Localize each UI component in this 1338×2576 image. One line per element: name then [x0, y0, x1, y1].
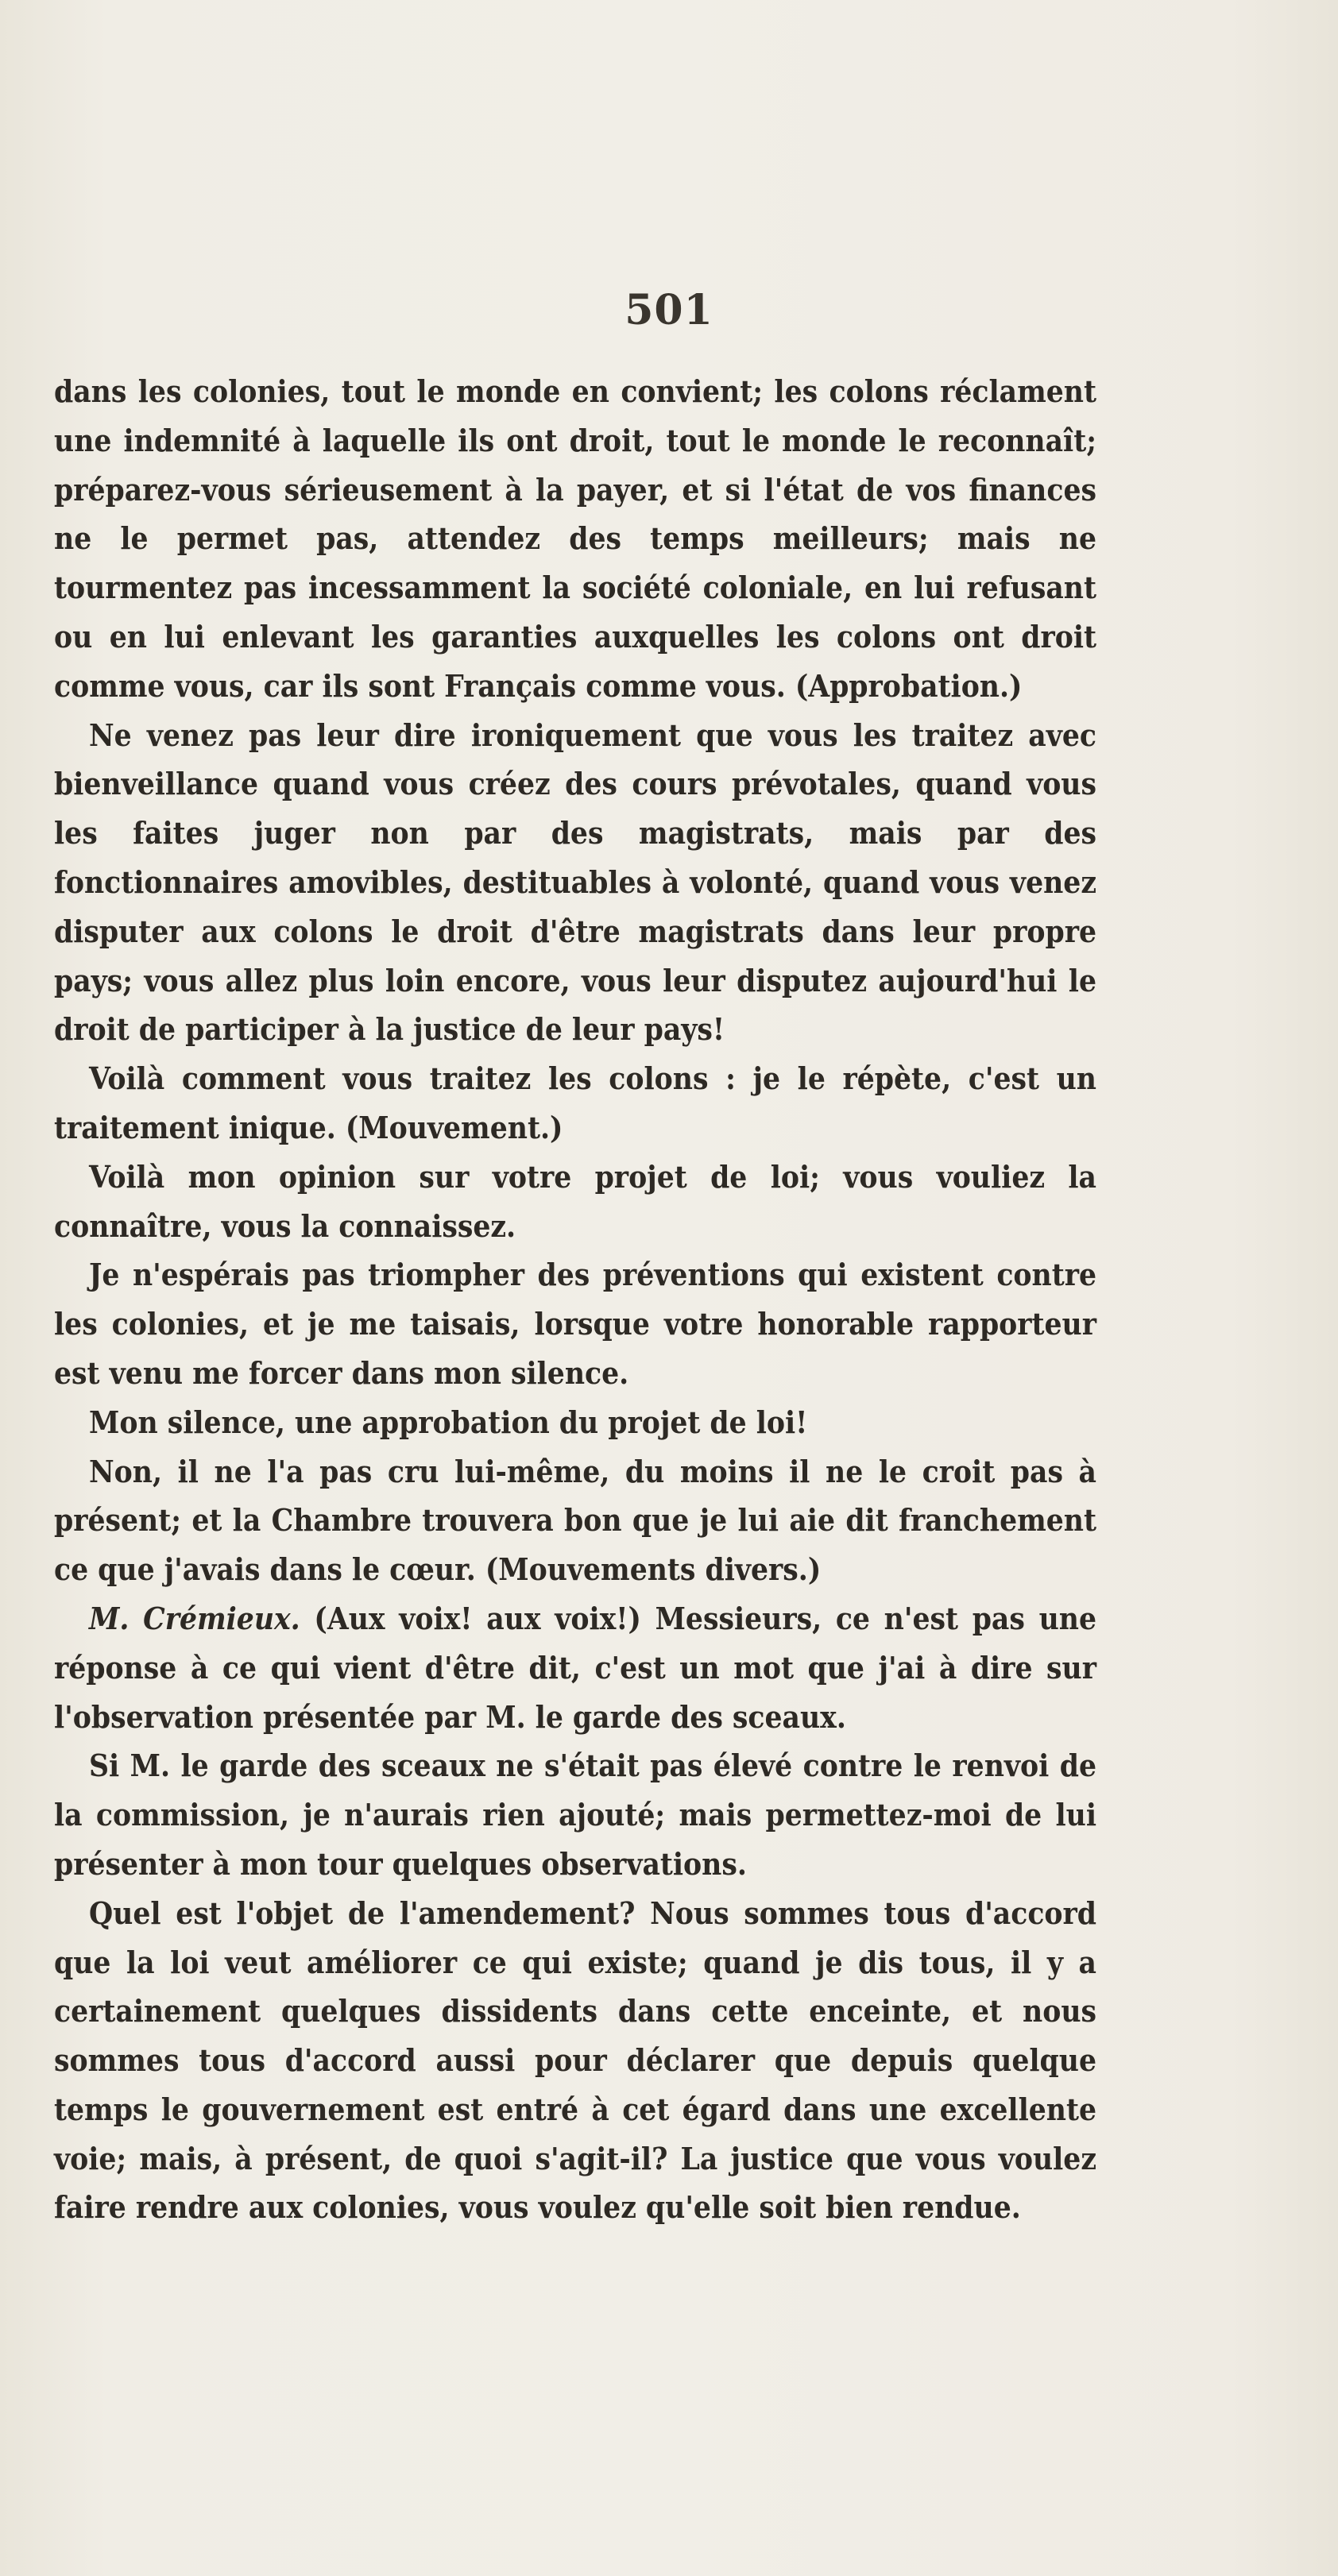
speaker-name: M. Crémieux. [89, 1601, 300, 1637]
paragraph-continued: dans les colonies, tout le monde en convient; les colons réclament une indemnité à laquelle ils ont droit, tout le monde le reconnaît; préparez-vous sérieusement à la payer, et si l'état de vos finances ne le permet pas, attendez des temps meilleurs; mais ne tourmentez pas incessamment la société coloniale, en lui refusant ou en lui enlevant les garanties auxquelles les colons ont droit comme vous, car ils sont Français comme vous. (Approbation.) [54, 374, 1096, 705]
paragraph: Ne venez pas leur dire ironiquement que vous les traitez avec bienveillance quand vous créez des cours prévotales, quand vous les faites juger non par des magistrats, mais par des fonctionnaires amovibles, destituables à volonté, quand vous venez disputer aux colons le droit d'être magistrats dans leur propre pays; vous allez plus loin encore, vous leur disputez aujourd'hui le droit de participer à la justice de leur pays! [54, 717, 1096, 1049]
page-number: 501 [625, 286, 713, 334]
paragraph: Si M. le garde des sceaux ne s'était pas élevé contre le renvoi de la commission, je n'aurais rien ajouté; mais permettez-moi de lui présenter à mon tour quelques observations. [54, 1748, 1096, 1883]
paragraph: Mon silence, une approbation du projet de loi! [89, 1404, 808, 1441]
speaker-text: (Aux voix! aux voix!) Messieurs, ce n'est pas une réponse à ce qui vient d'être dit, c'est un mot que j'ai à dire sur l'observation présentée par M. le garde des sceaux. [54, 1601, 1097, 1736]
paragraph: Quel est l'objet de l'amendement? Nous sommes tous d'accord que la loi veut améliorer ce qui existe; quand je dis tous, il y a certainement quelques dissidents dans cette enceinte, et nous sommes tous d'accord aussi pour déclarer que depuis quelque temps le gouvernement est entré à cet égard dans une excellente voie; mais, à présent, de quoi s'agit-il? La justice que vous voulez faire rendre aux colonies, vous voulez qu'elle soit bien rendue. [54, 1895, 1096, 2226]
paragraph: Voilà comment vous traitez les colons : je le répète, c'est un traitement inique. (Mouvement.) [54, 1061, 1096, 1146]
page-body-text [54, 368, 1096, 2233]
paragraph-speaker [54, 1595, 1096, 1742]
paragraph: Je n'espérais pas triompher des préventions qui existent contre les colonies, et je me taisais, lorsque votre honorable rapporteur est venu me forcer dans mon silence. [54, 1257, 1096, 1392]
paragraph: Voilà mon opinion sur votre projet de loi; vous vouliez la connaître, vous la connaissez. [54, 1159, 1096, 1245]
paragraph: Non, il ne l'a pas cru lui-même, du moins il ne le croit pas à présent; et la Chambre trouvera bon que je lui aie dit franchement ce que j'avais dans le cœur. (Mouvements divers.) [54, 1454, 1096, 1589]
